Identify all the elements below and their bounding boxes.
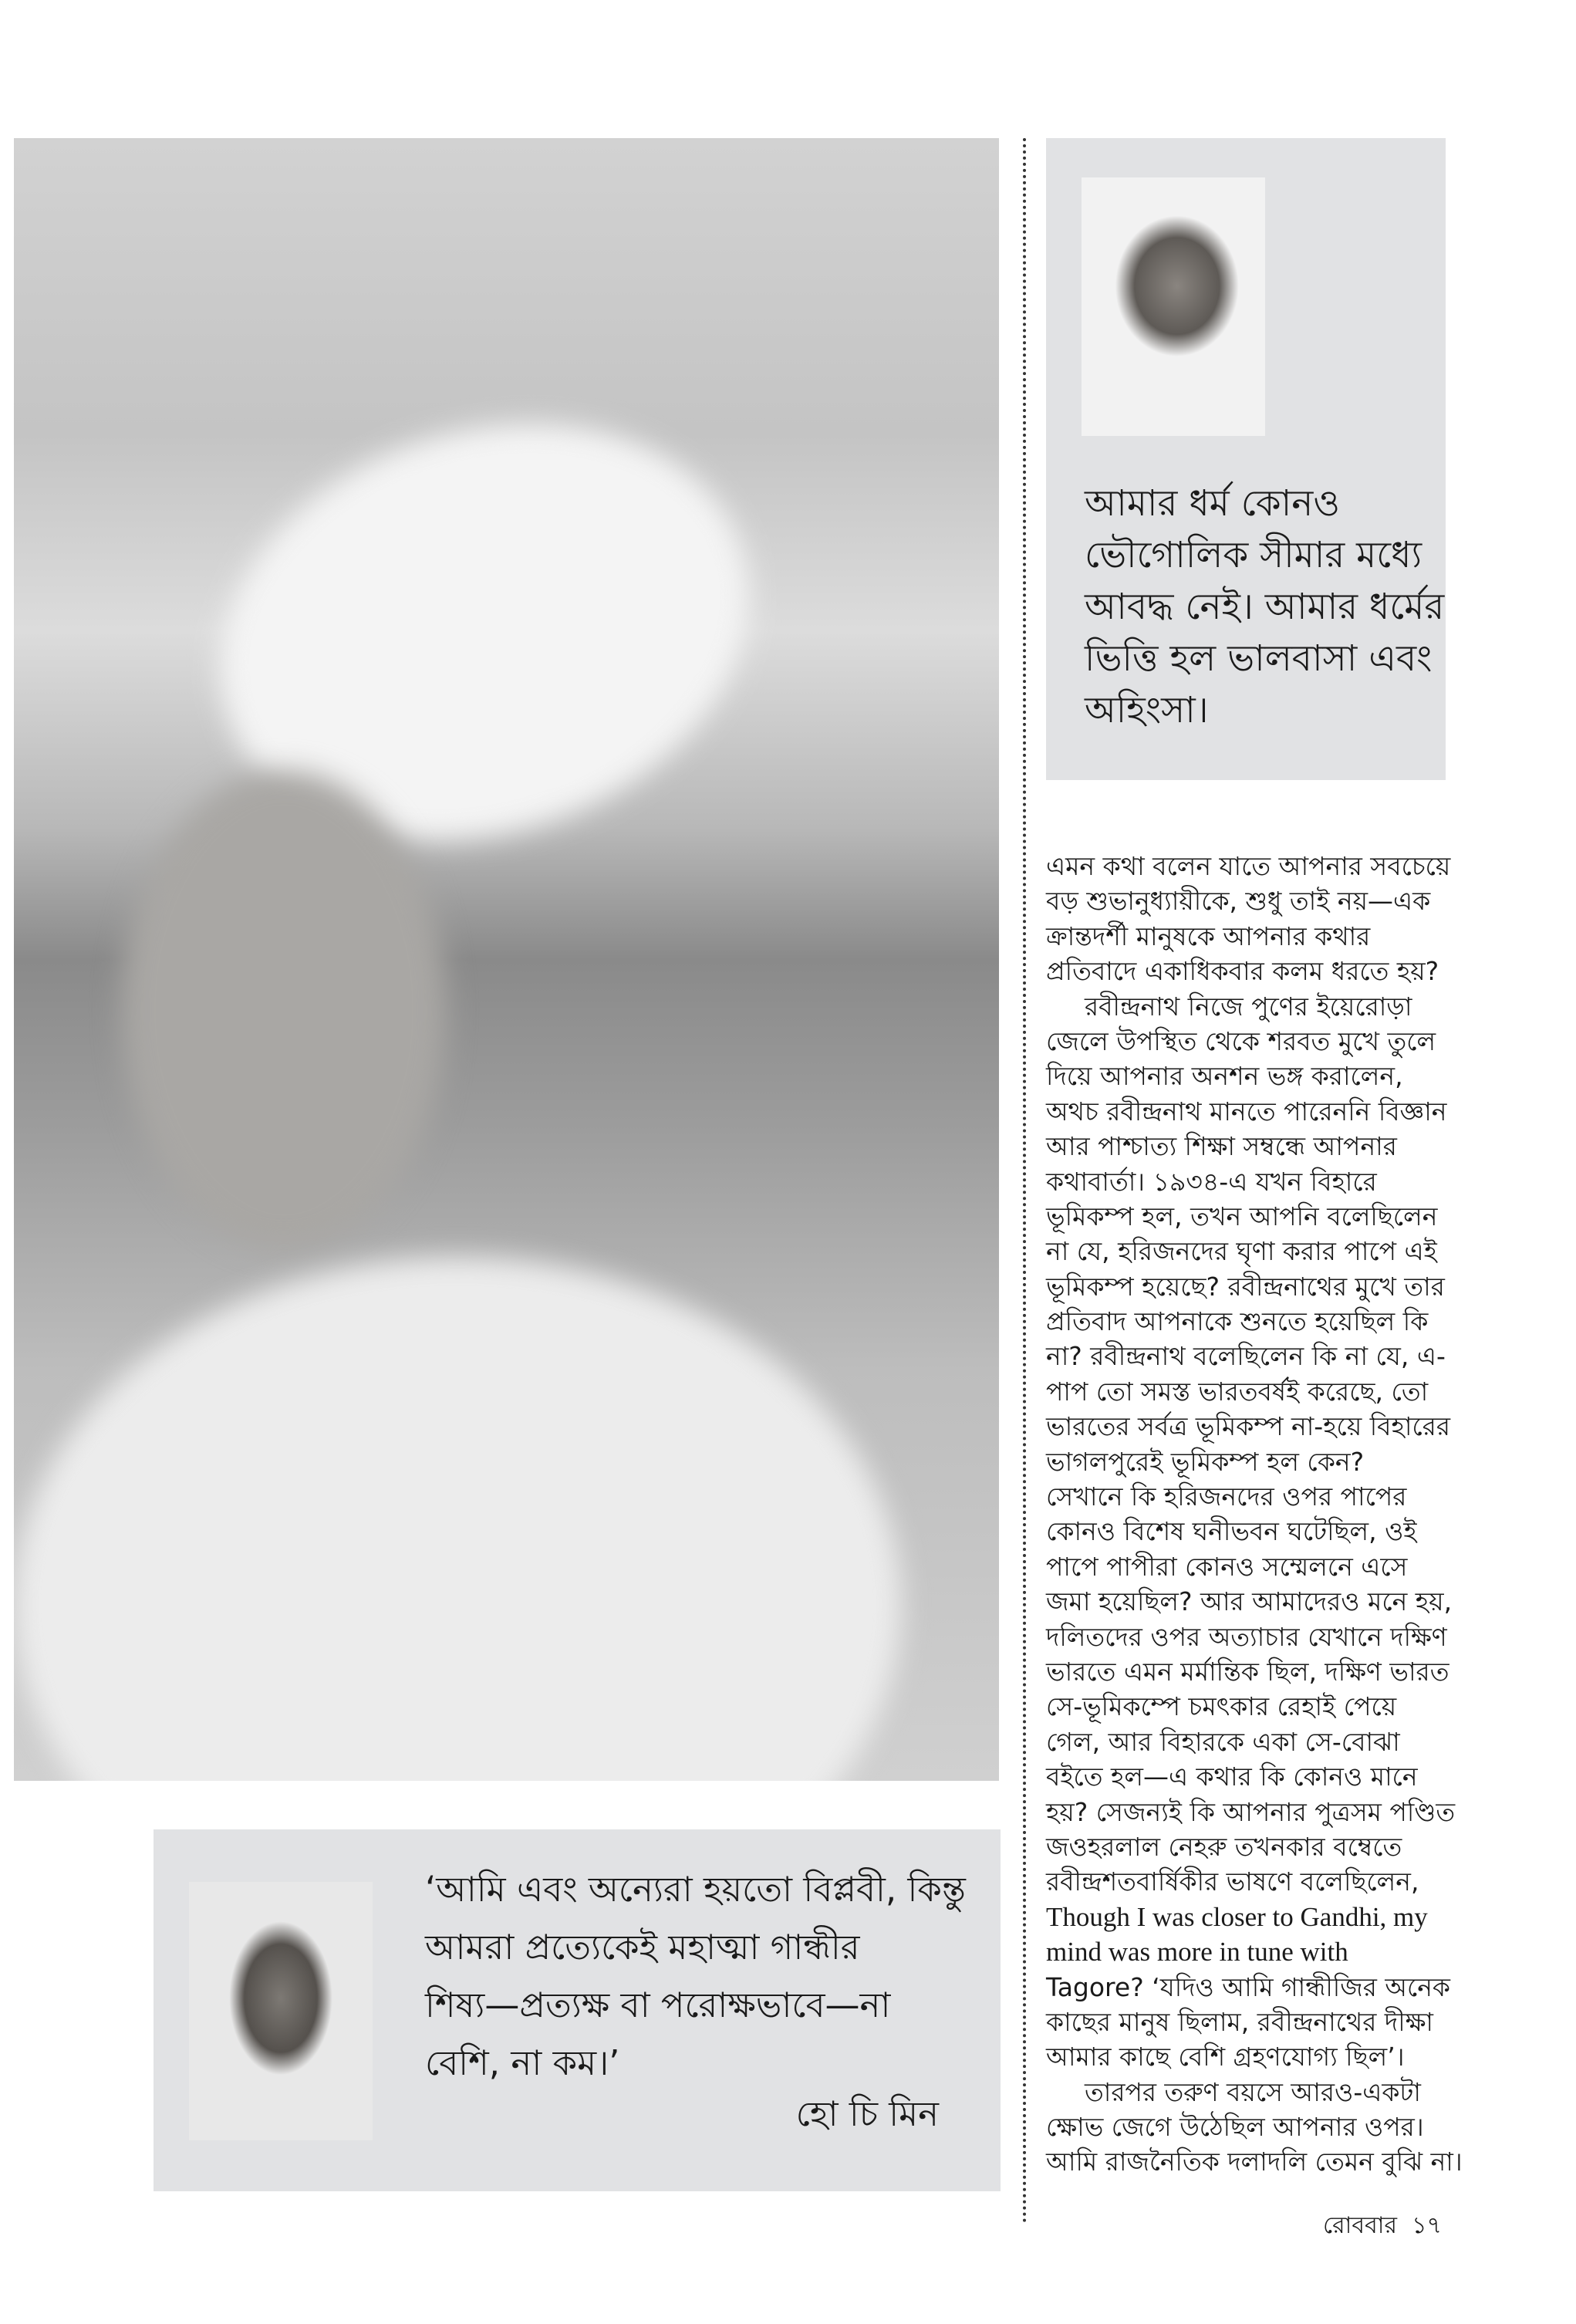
body-line: পাপ তো সমস্ত ভারতবর্ষই করেছে, তো [1046, 1376, 1429, 1407]
body-line: জমা হয়েছিল? আর আমাদেরও মনে হয়, [1046, 1586, 1453, 1617]
photo-body [14, 1257, 901, 1781]
body-line: আমি রাজনৈতিক দলাদলি তেমন বুঝি না। [1046, 2147, 1463, 2177]
column-divider [1023, 138, 1026, 2224]
body-line: ভারতের সর্বত্র ভূমিকম্প না-হয়ে বিহারের [1046, 1411, 1451, 1442]
body-line: পাপে পাপীরা কোনও সম্মেলনে এসে [1046, 1551, 1408, 1582]
body-line: ভাগলপুরেই ভূমিকম্প হল কেন? [1046, 1446, 1365, 1477]
gandhi-quote-text [1085, 478, 1444, 736]
body-line: সেখানে কি হরিজনদের ওপর পাপের [1046, 1481, 1407, 1512]
body-line: কাছের মানুষ ছিলাম, রবীন্দ্রনাথের দীক্ষা [1046, 2006, 1434, 2037]
quote-line: বেশি, না কম।’ [425, 2042, 620, 2083]
quote-line: আবদ্ধ নেই। আমার ধর্মের [1085, 586, 1445, 628]
body-line: ক্রান্তদর্শী মানুষকে আপনার কথার [1046, 920, 1371, 951]
body-line: অথচ রবীন্দ্রনাথ মানতে পারেননি বিজ্ঞান [1046, 1096, 1447, 1127]
quote-line: আমার ধর্ম কোনও [1085, 482, 1340, 525]
quote-line: শিষ্য—প্রত্যক্ষ বা পরোক্ষভাবে—না [425, 1985, 891, 2025]
magazine-name: রোববার [1323, 2212, 1397, 2239]
body-line: গেল, আর বিহারকে একা সে-বোঝা [1046, 1726, 1400, 1757]
body-line: বড় শুভানুধ্যায়ীকে, শুধু তাই নয়—এক [1046, 886, 1431, 917]
ho-chi-minh-portrait-photo [189, 1882, 373, 2140]
body-line: দিয়ে আপনার অনশন ভঙ্গ করালেন, [1046, 1061, 1403, 1092]
article-body [1046, 849, 1463, 2180]
ho-chi-minh-quote-text [425, 1860, 966, 2092]
body-line: এমন কথা বলেন যাতে আপনার সবচেয়ে [1046, 851, 1451, 881]
body-line: না যে, হরিজনদের ঘৃণা করার পাপে এই [1046, 1236, 1437, 1267]
body-line: প্রতিবাদে একাধিকবার কলম ধরতে হয়? [1046, 956, 1439, 987]
body-line: হয়? সেজন্যই কি আপনার পুত্রসম পণ্ডিত [1046, 1796, 1456, 1827]
ho-chi-minh-quote-box [154, 1829, 1001, 2191]
body-line: Though I was closer to Gandhi, my [1046, 1901, 1428, 1932]
body-line: ক্ষোভ জেগে উঠেছিল আপনার ওপর। [1046, 2112, 1424, 2143]
body-line: রবীন্দ্রশতবার্ষিকীর ভাষণে বলেছিলেন, [1046, 1866, 1419, 1897]
photo-face [122, 771, 446, 1249]
body-line: Tagore? ‘যদিও আমি গান্ধীজির অনেক [1046, 1971, 1451, 2002]
body-line: সে-ভূমিকম্পে চমৎকার রেহাই পেয়ে [1046, 1691, 1397, 1722]
body-line: mind was more in tune with [1046, 1937, 1348, 1968]
body-line: কোনও বিশেষ ঘনীভবন ঘটেছিল, ওই [1046, 1516, 1417, 1547]
quote-line: ‘আমি এবং অন্যেরা হয়তো বিপ্লবী, কিন্তু [425, 1869, 966, 1910]
body-line: কথাবার্তা। ১৯৩৪-এ যখন বিহারে [1046, 1166, 1377, 1197]
body-line: আর পাশ্চাত্য শিক্ষা সম্বন্ধে আপনার [1046, 1131, 1397, 1162]
gandhi-portrait-photo [1082, 177, 1265, 436]
quote-line: ভৌগোলিক সীমার মধ্যে [1085, 534, 1422, 576]
body-line: বইতে হল—এ কথার কি কোনও মানে [1046, 1762, 1418, 1792]
body-line: জওহরলাল নেহরু তখনকার বম্বেতে [1046, 1831, 1402, 1862]
page-footer [1323, 2207, 1442, 2246]
body-line: তারপর তরুণ বয়সে আরও-একটা [1085, 2076, 1421, 2107]
body-line: ভূমিকম্প হল, তখন আপনি বলেছিলেন [1046, 1201, 1438, 1231]
body-line: প্রতিবাদ আপনাকে শুনতে হয়েছিল কি [1046, 1306, 1429, 1337]
page-number: ১৭ [1412, 2212, 1443, 2239]
body-line: ভূমিকম্প হয়েছে? রবীন্দ্রনাথের মুখে তার [1046, 1271, 1445, 1302]
body-line: না? রবীন্দ্রনাথ বলেছিলেন কি না যে, এ- [1046, 1341, 1446, 1372]
main-photo [14, 138, 999, 1781]
quote-line: অহিংসা। [1085, 689, 1209, 731]
body-line: দলিতদের ওপর অত্যাচার যেখানে দক্ষিণ [1046, 1621, 1447, 1652]
body-line: জেলে উপস্থিত থেকে শরবত মুখে তুলে [1046, 1025, 1436, 1056]
quote-attribution: হো চি মিন [795, 2093, 939, 2134]
quote-line: ভিত্তি হল ভালবাসা এবং [1085, 637, 1433, 680]
body-line: রবীন্দ্রনাথ নিজে পুণের ইয়েরোড়া [1085, 991, 1412, 1022]
gandhi-quote-box [1046, 138, 1446, 780]
body-line: আমার কাছে বেশি গ্রহণযোগ্য ছিল’। [1046, 2042, 1405, 2072]
body-line: ভারতে এমন মর্মান্তিক ছিল, দক্ষিণ ভারত [1046, 1656, 1449, 1687]
quote-line: আমরা প্রত্যেকেই মহাত্মা গান্ধীর [425, 1927, 860, 1968]
